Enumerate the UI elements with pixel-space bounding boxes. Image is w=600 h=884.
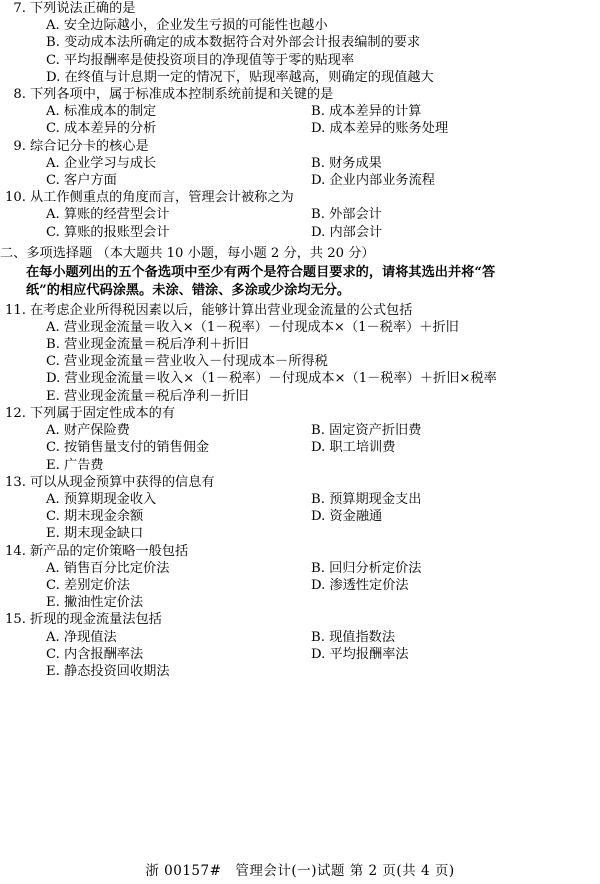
option-c[interactable]: C. 成本差异的分析 [46, 121, 157, 137]
question-stem-line [0, 405, 600, 422]
section-title: 二、多项选择题 （本大题共 10 小题，每小题 2 分，共 20 分） [0, 245, 375, 261]
option-b[interactable]: B. 外部会计 [311, 207, 382, 223]
question-stem-line [0, 189, 600, 206]
question-9 [0, 138, 600, 190]
option-a[interactable]: A. 算账的经营型会计 [46, 207, 170, 223]
section-instruction [26, 262, 600, 302]
question-7 [0, 0, 600, 86]
question-10 [0, 189, 600, 241]
question-12 [0, 405, 600, 474]
option-d[interactable]: D. 成本差异的账务处理 [311, 121, 449, 137]
option-c[interactable]: C. 内含报酬率法 [46, 646, 144, 662]
option-row [46, 172, 600, 189]
option-e[interactable]: E. 静态投资回收期法 [46, 663, 170, 679]
option-d[interactable]: D. 企业内部业务流程 [311, 173, 435, 189]
option-c[interactable]: C. 差别定价法 [46, 577, 130, 593]
option-row [46, 491, 600, 508]
option-c[interactable]: C. 平均报酬率是使投资项目的净现值等于零的贴现率 [46, 52, 355, 68]
option-b[interactable]: B. 变动成本法所确定的成本数据符合对外部会计报表编制的要求 [46, 35, 421, 51]
question-stem-line [0, 611, 600, 628]
option-row [46, 439, 600, 456]
option-e[interactable]: E. 营业现金流量＝税后净利－折旧 [46, 388, 249, 404]
option-row [46, 629, 600, 646]
question-14 [0, 543, 600, 612]
question-text: 下列各项中，属于标准成本控制系统前提和关键的是 [30, 87, 334, 103]
option-empty [311, 596, 600, 609]
footer-paper-code: 浙 00157# [145, 862, 222, 879]
option-d[interactable]: D. 平均报酬率法 [311, 646, 409, 662]
question-number: 15. [5, 612, 26, 628]
option-e[interactable]: E. 撇油性定价法 [46, 595, 144, 611]
question-13 [0, 474, 600, 543]
question-stem-line [0, 0, 600, 17]
option-a[interactable]: A. 净现值法 [46, 629, 117, 645]
option-row [46, 206, 600, 223]
question-stem-line [0, 138, 600, 155]
option-d[interactable]: D. 营业现金流量＝收入×（1－税率）－付现成本×（1－税率）＋折旧×税率 [46, 371, 497, 387]
question-number: 10. [5, 190, 26, 206]
question-number: 9. [13, 138, 26, 154]
question-text: 折现的现金流量法包括 [30, 612, 162, 628]
option-list [0, 319, 600, 405]
page-footer [0, 862, 600, 879]
option-row [46, 577, 600, 594]
question-stem-line [0, 474, 600, 491]
option-list [46, 155, 600, 189]
question-text: 可以从现金预算中获得的信息有 [30, 474, 215, 490]
option-row [46, 457, 600, 474]
option-c[interactable]: C. 客户方面 [46, 173, 117, 189]
question-stem-line [0, 86, 600, 103]
footer-page-info: 管理会计(一)试题 第 2 页(共 4 页) [235, 862, 455, 879]
option-e[interactable]: E. 广告费 [46, 457, 104, 473]
option-list [46, 560, 600, 612]
question-number: 14. [5, 543, 26, 559]
option-a[interactable]: A. 标准成本的制定 [46, 104, 157, 120]
option-a[interactable]: A. 企业学习与成长 [46, 155, 157, 171]
question-number: 13. [5, 474, 26, 490]
option-list [46, 206, 600, 240]
option-list [0, 17, 600, 86]
option-list [46, 491, 600, 543]
option-a[interactable]: A. 预算期现金收入 [46, 491, 157, 507]
option-d[interactable]: D. 内部会计 [311, 224, 383, 240]
option-c[interactable]: C. 算账的报账型会计 [46, 224, 170, 240]
option-row [46, 560, 600, 577]
question-text: 综合记分卡的核心是 [30, 138, 149, 154]
option-row [46, 508, 600, 525]
option-d[interactable]: D. 渗透性定价法 [311, 577, 409, 593]
option-row [46, 422, 600, 439]
question-text: 从工作侧重点的角度而言，管理会计被称之为 [30, 190, 294, 206]
question-number: 7. [13, 1, 26, 16]
question-number: 8. [13, 87, 26, 103]
option-b[interactable]: B. 营业现金流量＝税后净利＋折旧 [46, 337, 249, 353]
option-b[interactable]: B. 成本差异的计算 [311, 104, 422, 120]
option-row [46, 646, 600, 663]
question-stem-line [0, 302, 600, 319]
option-b[interactable]: B. 固定资产折旧费 [311, 423, 422, 439]
question-number: 12. [5, 405, 26, 421]
question-8 [0, 86, 600, 138]
option-b[interactable]: B. 财务成果 [311, 155, 382, 171]
option-d[interactable]: D. 在终值与计息期一定的情况下，贴现率越高，则确定的现值越大 [46, 69, 434, 85]
option-row [46, 103, 600, 120]
option-d[interactable]: D. 职工培训费 [311, 440, 396, 456]
option-list [46, 422, 600, 474]
option-row [46, 224, 600, 241]
option-a[interactable]: A. 财产保险费 [46, 423, 130, 439]
question-11 [0, 302, 600, 405]
option-row [46, 594, 600, 611]
option-b[interactable]: B. 回归分析定价法 [311, 560, 422, 576]
question-stem-line [0, 543, 600, 560]
option-list [46, 103, 600, 137]
question-text: 下列说法正确的是 [30, 1, 136, 16]
option-e[interactable]: E. 期末现金缺口 [46, 526, 144, 542]
question-number: 11. [5, 302, 26, 318]
option-row [46, 120, 600, 137]
option-c[interactable]: C. 期末现金余额 [46, 509, 144, 525]
option-a[interactable]: A. 销售百分比定价法 [46, 560, 170, 576]
option-empty [311, 459, 600, 472]
option-b[interactable]: B. 预算期现金支出 [311, 491, 422, 507]
option-c[interactable]: C. 营业现金流量＝营业收入－付现成本－所得税 [46, 354, 328, 370]
option-d[interactable]: D. 资金融通 [311, 509, 383, 525]
question-15 [0, 611, 600, 680]
question-text: 下列属于固定性成本的有 [30, 405, 176, 421]
option-b[interactable]: B. 现值指数法 [311, 629, 396, 645]
option-row [46, 525, 600, 542]
option-c[interactable]: C. 按销售量支付的销售佣金 [46, 440, 210, 456]
option-row [46, 663, 600, 680]
option-a[interactable]: A. 安全边际越小，企业发生亏损的可能性也越小 [46, 18, 328, 34]
question-text: 新产品的定价策略一般包括 [30, 543, 189, 559]
section-instruction-line-2: 纸”的相应代码涂黑。未涂、错涂、多涂或少涂均无分。 [26, 282, 351, 298]
option-a[interactable]: A. 营业现金流量＝收入×（1－税率）－付现成本×（1－税率）＋折旧 [46, 319, 459, 335]
question-text: 在考虑企业所得税因素以后，能够计算出营业现金流量的公式包括 [30, 302, 413, 318]
option-list [46, 629, 600, 681]
option-empty [311, 527, 600, 540]
option-row [46, 155, 600, 172]
section-instruction-line-1: 在每小题列出的五个备选项中至少有两个是符合题目要求的，请将其选出并将“答 [26, 265, 496, 281]
option-empty [311, 665, 600, 678]
